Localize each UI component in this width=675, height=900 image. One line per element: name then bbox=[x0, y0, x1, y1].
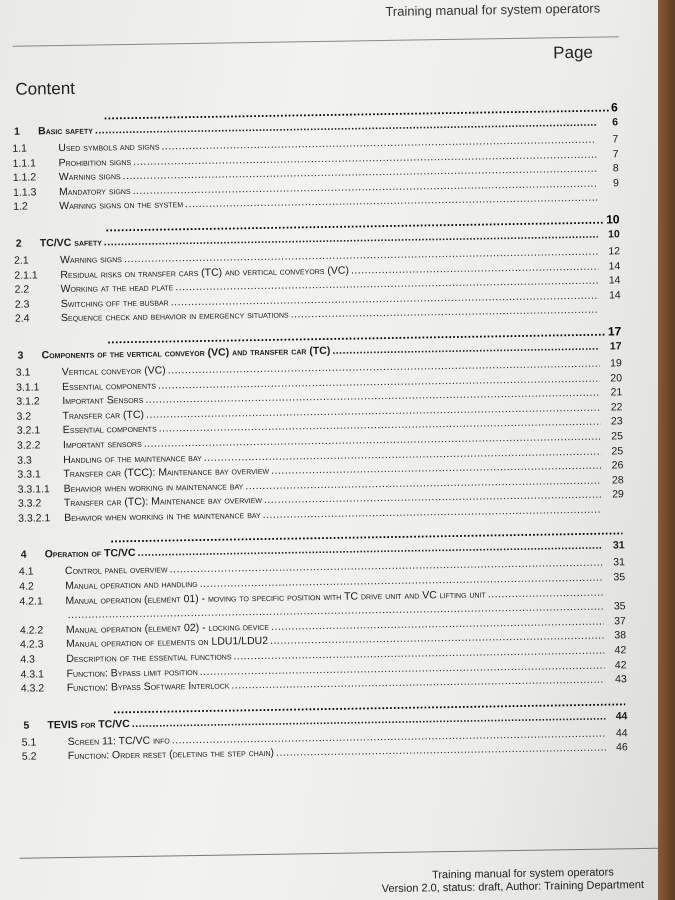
entry-title: Switching off the busbar bbox=[60, 296, 169, 310]
section-top-page: 17 bbox=[607, 324, 622, 339]
entry-page: 25 bbox=[611, 444, 624, 457]
entry-number: 4.3.1 bbox=[20, 668, 45, 681]
entry-page: 26 bbox=[611, 459, 624, 472]
entry-page: 35 bbox=[613, 600, 626, 613]
header-title: Training manual for system operators bbox=[385, 0, 601, 19]
entry-title: Essential components bbox=[62, 422, 157, 437]
entry-number: 2.2 bbox=[14, 283, 30, 296]
entry-title: Working at the head plate bbox=[60, 281, 174, 296]
chapter-page: 31 bbox=[612, 539, 625, 552]
entry-number: 3.3.2.1 bbox=[18, 512, 51, 525]
entry-number: 1.2 bbox=[13, 200, 28, 214]
chapter-page: 10 bbox=[607, 228, 620, 241]
section-top-page: 10 bbox=[606, 212, 620, 227]
entry-number: 3.2 bbox=[16, 410, 32, 423]
entry-page: 19 bbox=[610, 357, 622, 370]
entry-number: 3.3 bbox=[17, 454, 32, 467]
entry-title: Manual operation and handling bbox=[65, 578, 198, 593]
entry-number: 3.2.1 bbox=[16, 424, 41, 438]
entry-title: Transfer car (TCC): Maintenance bay overview bbox=[63, 464, 270, 481]
entry-page: 8 bbox=[612, 162, 619, 175]
entry-page: 28 bbox=[611, 473, 624, 487]
entry-number: 3.3.2 bbox=[17, 497, 42, 511]
entry-page: 29 bbox=[612, 488, 624, 501]
entry-title: Manual operation (element 01) - moving to specific position with TC drive unit and VC lifting unit bbox=[65, 588, 486, 607]
footer-version: Version 2.0, status: draft, Author: Training Department bbox=[381, 878, 645, 896]
entry-title: Function: Bypass Software Interlock bbox=[66, 679, 230, 695]
entry-title: Handling of the maintenance bay bbox=[63, 451, 202, 466]
entry-page: 42 bbox=[614, 644, 627, 657]
entry-number: 2.1.1 bbox=[14, 269, 38, 282]
entry-page: 12 bbox=[608, 245, 621, 258]
entry-title: Manual operation (element 02) - locking device bbox=[65, 620, 270, 636]
entry-page: 31 bbox=[613, 556, 626, 569]
entry-number: 3.3.1 bbox=[17, 468, 41, 481]
header-rule bbox=[13, 36, 619, 47]
chapter-number: 2 bbox=[15, 237, 22, 250]
entry-page: 7 bbox=[612, 133, 619, 146]
table-of-contents bbox=[12, 100, 628, 765]
entry-page: 7 bbox=[612, 147, 619, 160]
footer-title: Training manual for system operators bbox=[431, 866, 614, 882]
entry-number: 1.1.2 bbox=[12, 171, 37, 185]
chapter-page: 6 bbox=[612, 116, 619, 129]
entry-title: Prohibition signs bbox=[58, 155, 132, 169]
page-column-label: Page bbox=[553, 42, 594, 63]
chapter-number: 5 bbox=[23, 719, 30, 732]
entry-number: 3.3.1.1 bbox=[17, 482, 50, 496]
entry-title: Transfer car (TC) bbox=[62, 408, 145, 422]
entry-page: 38 bbox=[614, 629, 627, 642]
entry-number: 1.1.3 bbox=[12, 186, 37, 199]
entry-number: 4.3 bbox=[20, 653, 36, 666]
entry-title: Vertical conveyor (VC) bbox=[61, 364, 166, 379]
table-edge bbox=[658, 0, 675, 900]
entry-number: 2.3 bbox=[14, 298, 30, 311]
chapter-number: 1 bbox=[13, 125, 21, 138]
chapter-title: Basic safety bbox=[37, 124, 94, 138]
entry-page: 42 bbox=[614, 658, 627, 672]
entry-number: 4.1 bbox=[18, 566, 34, 579]
entry-number bbox=[20, 618, 66, 619]
entry-title: Mandatory signs bbox=[58, 184, 131, 198]
chapter-number: 4 bbox=[20, 549, 27, 562]
entry-page: 14 bbox=[608, 259, 621, 273]
entry-title: Essential components bbox=[61, 379, 157, 393]
chapter-title: TC/VC safety bbox=[39, 236, 102, 250]
dot-leader bbox=[488, 586, 604, 600]
entry-page: 9 bbox=[613, 177, 620, 190]
entry-number: 5.2 bbox=[21, 750, 37, 764]
entry-number: 1.1.1 bbox=[12, 157, 37, 170]
entry-number: 4.3.2 bbox=[20, 682, 45, 695]
entry-title: Function: Order reset (deleting the step chain) bbox=[67, 747, 275, 763]
entry-number: 4.2.1 bbox=[19, 595, 43, 608]
entry-title: Important sensors bbox=[62, 437, 142, 451]
entry-number: 4.2.3 bbox=[20, 638, 44, 652]
entry-number: 3.1.2 bbox=[16, 395, 40, 408]
section-top-page: 6 bbox=[610, 100, 618, 115]
chapter-title: TEVIS for TC/VC bbox=[47, 717, 130, 732]
chapter-page: 44 bbox=[615, 710, 628, 723]
entry-title: Transfer car (TC): Maintenance bay overview bbox=[63, 494, 263, 510]
entry-title: Sequence check and behavior in emergency situations bbox=[60, 308, 289, 325]
entry-number: 3.1 bbox=[15, 366, 31, 379]
entry-page: 25 bbox=[611, 430, 624, 443]
chapter-number: 3 bbox=[17, 349, 24, 362]
entry-title: Residual risks on transfer cars (TC) and vertical conveyors (VC) bbox=[60, 264, 350, 281]
entry-number: 4.2 bbox=[19, 580, 34, 593]
entry-title: Screen 11: TC/VC info bbox=[67, 734, 170, 748]
entry-title: Behavior when working in the maintenance bay bbox=[64, 508, 261, 524]
entry-page: 46 bbox=[616, 741, 628, 754]
entry-page: 44 bbox=[615, 727, 628, 740]
entry-title: Warning signs on the system bbox=[59, 198, 184, 213]
entry-page: 22 bbox=[610, 400, 623, 414]
chapter-title: Operation of TC/VC bbox=[44, 547, 136, 561]
entry-page: 35 bbox=[613, 571, 626, 584]
dot-leader bbox=[351, 260, 599, 276]
entry-page: 21 bbox=[610, 386, 623, 399]
entry-title: Function: Bypass limit position bbox=[66, 665, 198, 680]
footer-rule bbox=[19, 848, 658, 859]
entry-page: 20 bbox=[610, 371, 623, 384]
entry-number: 4.2.2 bbox=[19, 624, 44, 637]
entry-title: Used symbols and signs bbox=[58, 140, 160, 155]
entry-number: 2.4 bbox=[14, 312, 30, 326]
entry-title: Behavior when working in maintenance bay bbox=[63, 479, 244, 495]
chapter-title: Components of the vertical conveyor (VC) and transfer car (TC) bbox=[41, 344, 331, 362]
entry-page: 14 bbox=[608, 274, 621, 287]
entry-number: 3.1.1 bbox=[15, 380, 40, 394]
entry-title: Control panel overview bbox=[64, 563, 168, 578]
entry-title: Warning signs bbox=[59, 253, 123, 267]
entry-number: 2.1 bbox=[14, 254, 29, 267]
entry-title: Description of the essential functions bbox=[66, 650, 232, 666]
entry-page: 14 bbox=[608, 289, 621, 302]
entry-title: Manual operation of elements on LDU1/LDU2 bbox=[66, 635, 269, 651]
entry-number: 5.1 bbox=[21, 736, 37, 749]
entry-title: Important Sensors bbox=[62, 393, 144, 408]
entry-number: 1.1 bbox=[12, 142, 28, 155]
entry-page: 37 bbox=[614, 615, 626, 628]
content-heading: Content bbox=[15, 78, 76, 99]
entry-title: Warning signs bbox=[58, 170, 121, 184]
chapter-page: 17 bbox=[609, 340, 622, 353]
entry-page: 43 bbox=[614, 673, 627, 686]
entry-page: 23 bbox=[610, 415, 623, 428]
entry-number: 3.2.2 bbox=[16, 439, 41, 452]
